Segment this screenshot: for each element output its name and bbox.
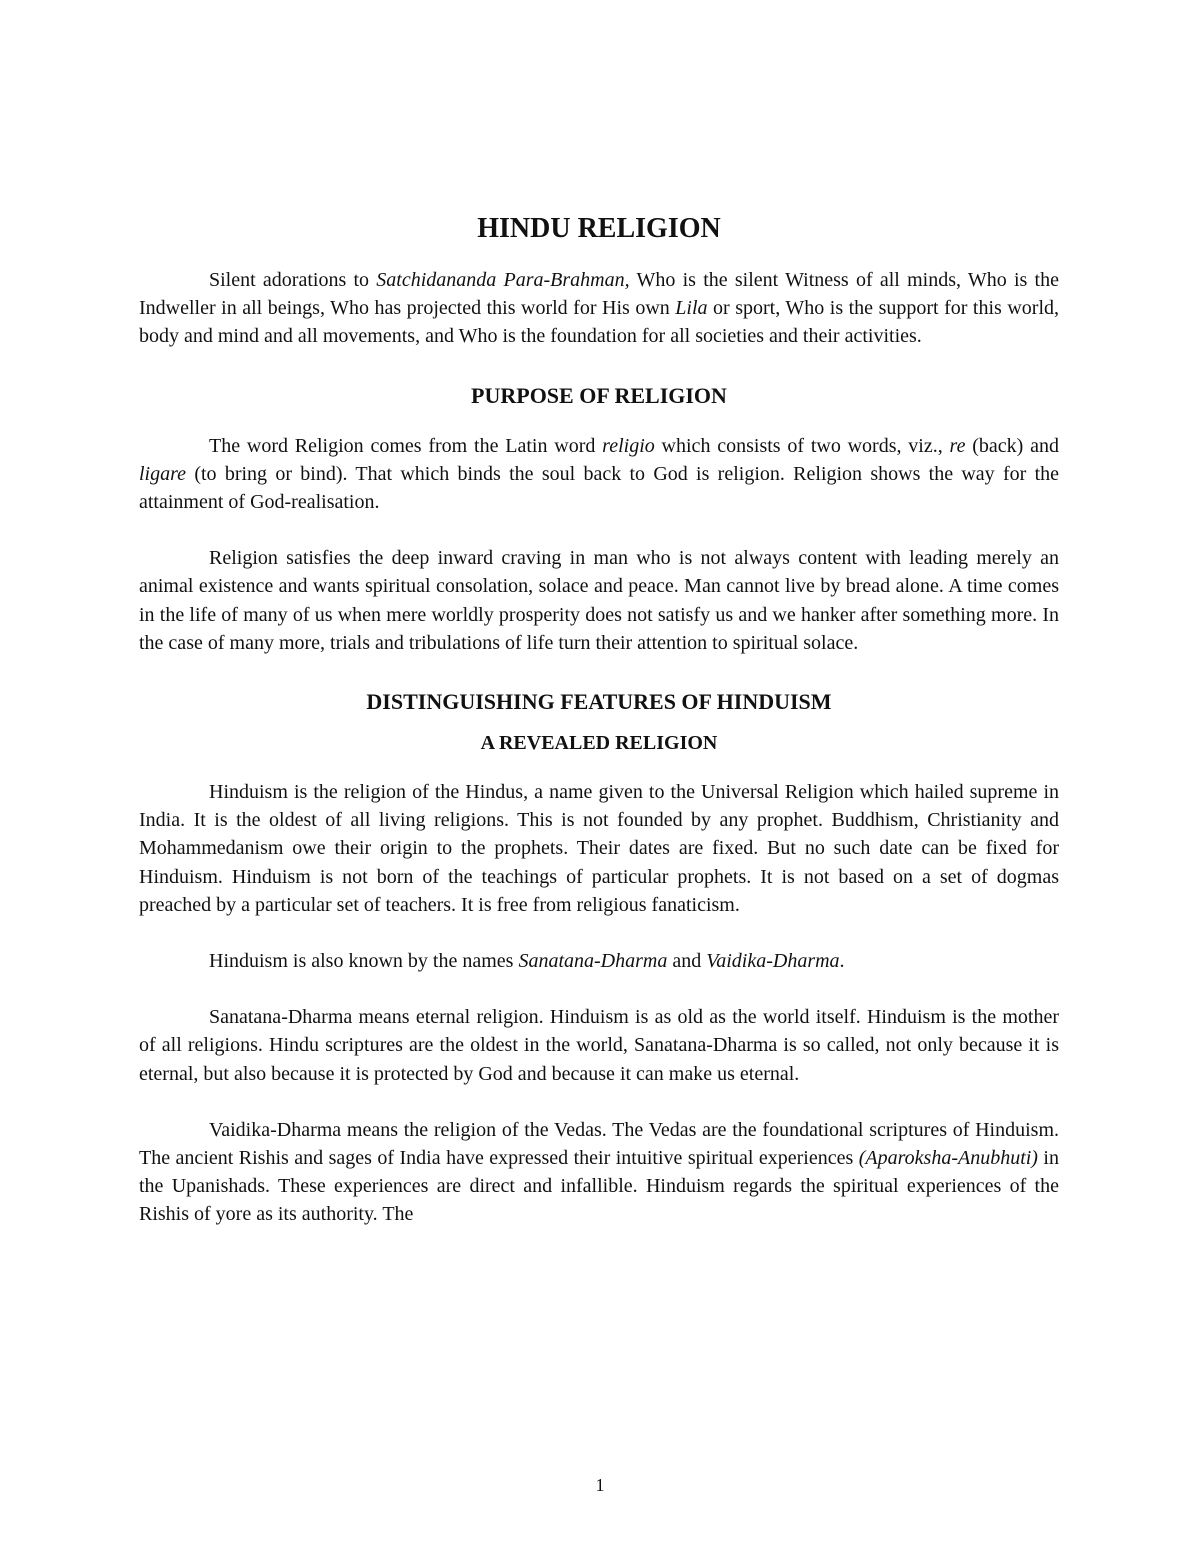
- page-number: 1: [595, 1475, 605, 1495]
- subsection-heading-revealed: A REVEALED RELIGION: [480, 732, 718, 755]
- text-run: (to bring or bind). That which binds the soul back to God is religion. Religion shows the way for the attainment of God-realisation.: [139, 462, 1059, 514]
- text-run: Vaidika-Dharma means the religion of the Vedas. The Vedas are the foundational scriptures of Hinduism. The ancient Rishis and sages of India have expressed their intuitive spiritual experiences: [139, 1118, 1059, 1170]
- italic-term: Sanatana-Dharma: [518, 950, 668, 973]
- text-run: and: [667, 950, 707, 973]
- section-heading-purpose: PURPOSE OF RELIGION: [471, 382, 727, 408]
- purpose-paragraph-1: [139, 432, 1059, 517]
- page-content: [139, 212, 1059, 1229]
- italic-term: ligare: [139, 462, 187, 485]
- italic-term: (Aparoksha-Anubhuti): [858, 1147, 1038, 1170]
- purpose-paragraph-2: Religion satisfies the deep inward craving in man who is not always content with leading merely an animal existence and wants spiritual consolation, solace and peace. Man cannot live by bread alone. A time comes in the life of many of us when mere worldly prosperity does not satisfy us and we hanker after something more. In the case of many more, trials and tribulations of life turn their attention to spiritual solace.: [139, 547, 1059, 654]
- text-run: Who is the silent Witness of all minds, Who is the Indweller in all beings, Who has projected this world for His own: [139, 269, 1059, 320]
- text-run: which consists of two words, viz.,: [654, 434, 950, 457]
- features-paragraph-2: [139, 947, 1059, 975]
- italic-term: re: [949, 434, 966, 457]
- features-paragraph-3: Sanatana-Dharma means eternal religion. Hinduism is as old as the world itself. Hinduism is the mother of all religions. Hindu scriptures are the oldest in the world, Sanatana-Dharma is so called, not only because it is eternal, but also because it is protected by God and because it can make us eternal.: [139, 1006, 1059, 1085]
- invocation-paragraph: [139, 266, 1059, 351]
- text-run: Hinduism is also known by the names: [209, 950, 519, 973]
- features-paragraph-4: [139, 1116, 1059, 1229]
- italic-term: religio: [602, 434, 655, 457]
- italic-term: Lila: [675, 297, 708, 320]
- section-heading-features: DISTINGUISHING FEATURES OF HINDUISM: [366, 689, 832, 715]
- text-run: (back) and: [965, 434, 1059, 457]
- text-run: Silent adorations to: [209, 269, 377, 291]
- italic-term: Vaidika-Dharma: [706, 950, 840, 973]
- text-run: or sport, Who is the support for this world, body and mind and all movements, and Who is the foundation for all societies and their activities.: [139, 297, 1060, 348]
- text-run: The word Religion comes from the Latin word: [209, 434, 603, 457]
- document-title: HINDU RELIGION: [477, 213, 721, 244]
- italic-term: Satchidananda Para-Brahman,: [376, 269, 630, 291]
- features-paragraph-1: Hinduism is the religion of the Hindus, a name given to the Universal Religion which hailed supreme in India. It is the oldest of all living religions. This is not founded by any prophet. Buddhism, Christianity and Mohammedanism owe their origin to the prophets. Their dates are fixed. But no such date can be fixed for Hinduism. Hinduism is not born of the teachings of particular prophets. It is not based on a set of dogmas preached by a particular set of teachers. It is free from religious fanaticism.: [139, 781, 1059, 916]
- text-run: in the Upanishads. These experiences are direct and infallible. Hinduism regards the spiritual experiences of the Rishis of yore as its authority. The: [139, 1147, 1059, 1226]
- text-run: .: [839, 950, 845, 973]
